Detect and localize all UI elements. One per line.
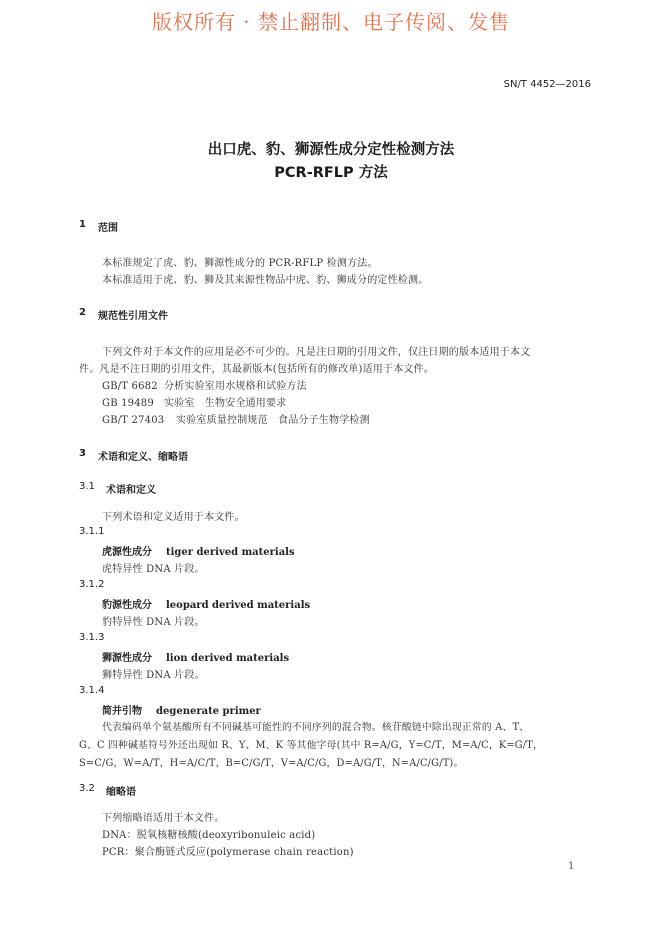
term-definition-line-2: G、C 四种碱基符号外还出现如 R、Y、M、K 等其他字母(其中 R=A/G，Y=C/T，M=A/C，K=G/T， <box>79 740 544 751</box>
section-3-1-intro: 下列术语和定义适用于本文件。 <box>102 512 245 523</box>
reference-item <box>102 394 286 409</box>
term-number: 3.1.3 <box>79 632 105 643</box>
reference-item <box>102 377 307 392</box>
term-number: 3.1.4 <box>79 685 105 696</box>
reference-code: GB 19489 <box>102 398 154 409</box>
section-2-heading: 规范性引用文件 <box>98 311 168 322</box>
document-title: 出口虎、豹、狮源性成分定性检测方法 <box>207 142 455 158</box>
section-3-2-intro: 下列缩略语适用于本文件。 <box>102 813 225 824</box>
section-3-1-number: 3.1 <box>79 481 95 492</box>
term-number: 3.1.2 <box>79 579 105 590</box>
section-1-number: 1 <box>79 219 86 230</box>
standard-number: SN/T 4452—2016 <box>503 79 591 90</box>
section-3-1-heading: 术语和定义 <box>106 485 156 496</box>
term-definition-line-1: 代表编码单个氨基酸所有不同碱基可能性的不同序列的混合物。核苷酸链中除出现正常的 A、T、 <box>102 722 530 733</box>
term-zh: 虎源性成分 <box>102 547 152 558</box>
term-en: leopard derived materials <box>166 600 311 611</box>
abbreviation-item: DNA：脱氧核糖核酸(deoxyribonuleic acid) <box>102 830 316 841</box>
section-1-paragraph-1: 本标准规定了虎、豹、狮源性成分的 PCR-RFLP 检测方法。 <box>102 258 378 269</box>
section-2-number: 2 <box>79 307 86 318</box>
term-en: tiger derived materials <box>166 547 295 558</box>
reference-item <box>102 411 370 426</box>
term-definition: 豹特异性 DNA 片段。 <box>102 617 205 628</box>
abbreviation-item: PCR：聚合酶链式反应(polymerase chain reaction) <box>102 847 354 858</box>
term-heading <box>102 596 310 611</box>
term-en: degenerate primer <box>156 706 261 717</box>
reference-code: GB/T 27403 <box>102 415 165 426</box>
reference-title: 实验室 生物安全通用要求 <box>164 398 287 409</box>
section-1-heading: 范围 <box>98 223 118 234</box>
term-heading <box>102 649 289 664</box>
section-3-number: 3 <box>79 448 86 459</box>
section-2-paragraph-line-2: 件。凡是不注日期的引用文件，其最新版本(包括所有的修改单)适用于本文件。 <box>79 364 435 375</box>
term-zh: 简并引物 <box>102 706 142 717</box>
term-zh: 豹源性成分 <box>102 600 152 611</box>
watermark-banner: 版权所有 · 禁止翻制、电子传阅、发售 <box>151 10 511 34</box>
term-heading <box>102 702 261 717</box>
term-zh: 狮源性成分 <box>102 653 152 664</box>
document-subtitle: PCR-RFLP 方法 <box>274 165 388 181</box>
term-definition: 虎特异性 DNA 片段。 <box>102 564 205 575</box>
reference-title: 分析实验室用水规格和试验方法 <box>164 381 307 392</box>
page-number: 1 <box>568 861 575 872</box>
section-3-2-number: 3.2 <box>79 783 95 794</box>
term-definition-line-3: S=C/G，W=A/T，H=A/C/T，B=C/G/T，V=A/C/G，D=A/G/T，N=A/C/G/T)。 <box>79 758 464 769</box>
term-number: 3.1.1 <box>79 526 105 537</box>
term-heading <box>102 543 295 558</box>
section-3-heading: 术语和定义、缩略语 <box>98 452 188 463</box>
section-2-paragraph-line-1: 下列文件对于本文件的应用是必不可少的。凡是注日期的引用文件，仅注日期的版本适用于本文 <box>102 347 531 358</box>
term-definition: 狮特异性 DNA 片段。 <box>102 670 205 681</box>
term-en: lion derived materials <box>166 653 290 664</box>
reference-code: GB/T 6682 <box>102 381 158 392</box>
section-1-paragraph-2: 本标准适用于虎、豹、狮及其来源性物品中虎、豹、狮成分的定性检测。 <box>102 275 429 286</box>
section-3-2-heading: 缩略语 <box>106 787 136 798</box>
reference-title: 实验室质量控制规范 食品分子生物学检测 <box>176 415 370 426</box>
